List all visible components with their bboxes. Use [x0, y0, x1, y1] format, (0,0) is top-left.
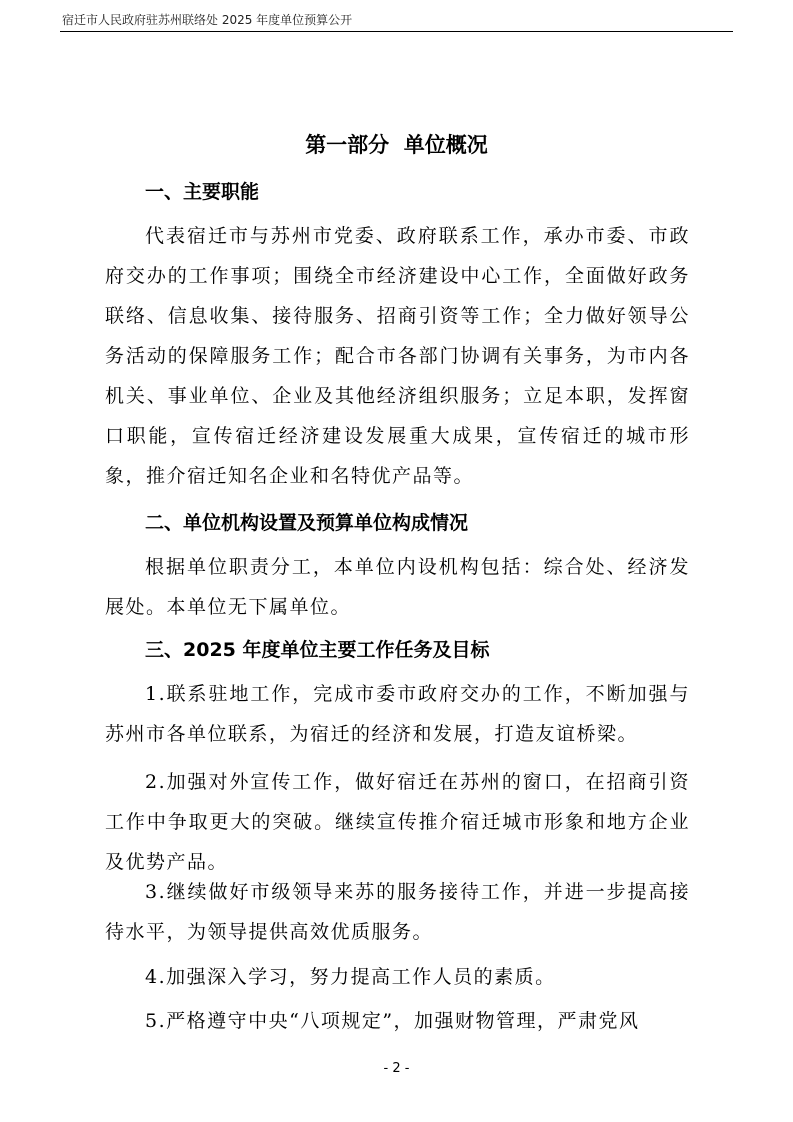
page-title: 第一部分 单位概况	[305, 133, 488, 157]
section-heading-tasks: 三、2025 年度单位主要工作任务及目标	[145, 639, 490, 661]
section-heading-structure: 二、单位机构设置及预算单位构成情况	[145, 512, 469, 534]
running-header: 宿迁市人民政府驻苏州联络处 2025 年度单位预算公开	[62, 13, 353, 27]
header-divider	[60, 31, 733, 32]
task-item-3: 3.继续做好市级领导来苏的服务接待工作，并进一步提高接待水平，为领导提供高效优质服务。	[105, 881, 690, 943]
task-item-2: 2.加强对外宣传工作，做好宿迁在苏州的窗口，在招商引资工作中争取更大的突破。继续宣传推介宿迁城市形象和地方企业及优势产品。	[105, 771, 690, 873]
task-item-4: 4.加强深入学习，努力提高工作人员的素质。	[145, 966, 556, 988]
page-number: - 2 -	[383, 1061, 410, 1076]
section-paragraph-structure: 根据单位职责分工，本单位内设机构包括：综合处、经济发展处。本单位无下属单位。	[105, 556, 690, 618]
section-paragraph-functions: 代表宿迁市与苏州市党委、政府联系工作，承办市委、市政府交办的工作事项；围绕全市经济建设中心工作，全面做好政务联络、信息收集、接待服务、招商引资等工作；全力做好领导公务活动的保障服务工作；配合市各部门协调有关事务，为市内各机关、事业单位、企业及其他经济组织服务；立足本职，发挥窗口职能，宣传宿迁经济建设发展重大成果，宣传宿迁的城市形象，推介宿迁知名企业和名特优产品等。	[105, 225, 690, 487]
section-heading-functions: 一、主要职能	[145, 181, 260, 203]
task-item-5: 5.严格遵守中央“八项规定”，加强财物管理，严肃党风	[145, 1010, 640, 1032]
task-item-1: 1.联系驻地工作，完成市委市政府交办的工作，不断加强与苏州市各单位联系，为宿迁的经济和发展，打造友谊桥梁。	[105, 683, 690, 745]
